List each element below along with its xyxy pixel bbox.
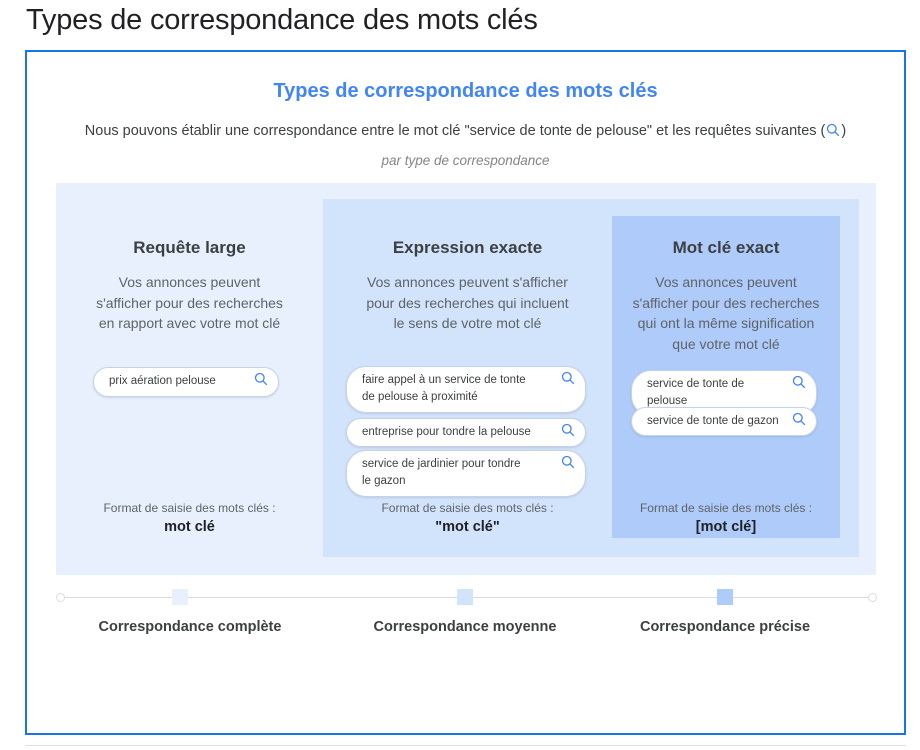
scale-label-precise: Correspondance précise (639, 619, 811, 635)
query-pill (346, 450, 586, 497)
query-text: entreprise pour tondre la pelouse (362, 426, 531, 438)
column-phrase-match (323, 216, 612, 334)
column-description (56, 272, 323, 334)
bottom-divider (25, 745, 906, 746)
description-line: qui ont la même signification (637, 315, 815, 331)
subline: par type de correspondance (381, 153, 550, 168)
format-value: [mot clé] (695, 519, 757, 535)
query-pill (346, 418, 586, 447)
query-text: faire appel à un service de tonte (362, 374, 526, 386)
format-value: "mot clé" (435, 519, 500, 535)
search-icon (254, 372, 268, 392)
query-pill (346, 366, 586, 413)
description-line: s'afficher pour des recherches (632, 294, 820, 311)
description-line: s'afficher pour des recherches (96, 294, 283, 311)
column-description (612, 272, 840, 354)
column-exact-match (612, 216, 840, 354)
query-text: le gazon (362, 475, 406, 487)
query-text: service de tonte de gazon (647, 415, 779, 427)
format-label: Format de saisie des mots clés : (103, 501, 276, 515)
page-title: Types de correspondance des mots clés (26, 4, 538, 36)
scale-marker-precise (717, 589, 733, 605)
intro-text (27, 123, 904, 141)
description-line: Vos annonces peuvent (655, 274, 797, 290)
query-text: de pelouse à proximité (362, 391, 478, 403)
column-heading: Mot clé exact (672, 238, 780, 257)
query-pill (631, 407, 817, 436)
diagram-title: Types de correspondance des mots clés (273, 80, 658, 102)
description-line: le sens de votre mot clé (393, 315, 542, 331)
scale-end-dot (868, 593, 877, 602)
description-line: que votre mot clé (672, 335, 780, 352)
query-text: service de jardinier pour tondre (362, 458, 521, 470)
column-heading: Requête large (133, 238, 246, 257)
search-icon (792, 375, 806, 395)
scale-label-complete: Correspondance complète (98, 619, 282, 635)
scale-marker-medium (457, 589, 473, 605)
format-label: Format de saisie des mots clés : (639, 501, 813, 515)
query-pill (93, 367, 279, 397)
search-icon (792, 412, 806, 432)
column-description (323, 272, 612, 334)
scale-start-dot (56, 593, 65, 602)
intro-text-end: ) (841, 123, 847, 139)
description-line: en rapport avec votre mot clé (98, 315, 281, 331)
scale-label-medium: Correspondance moyenne (373, 619, 557, 635)
search-icon (561, 423, 575, 443)
search-icon (826, 123, 840, 141)
column-heading: Expression exacte (392, 238, 543, 257)
match-types-diagram (25, 50, 906, 735)
description-line: pour des recherches qui incluent (366, 294, 569, 311)
column-broad-match (56, 216, 323, 334)
search-icon (561, 455, 575, 475)
search-icon (561, 371, 575, 391)
intro-text-start: Nous pouvons établir une correspondance entre le mot clé "service de tonte de pelouse" et les requêtes suivantes ( (84, 123, 826, 139)
description-line: Vos annonces peuvent (118, 274, 261, 290)
query-text: prix aération pelouse (109, 375, 216, 387)
query-text: service de tonte de pelouse (647, 378, 745, 407)
scale-marker-complete (172, 589, 188, 605)
description-line: Vos annonces peuvent s'afficher (367, 274, 568, 290)
format-value: mot clé (164, 519, 215, 535)
format-label: Format de saisie des mots clés : (381, 501, 554, 515)
